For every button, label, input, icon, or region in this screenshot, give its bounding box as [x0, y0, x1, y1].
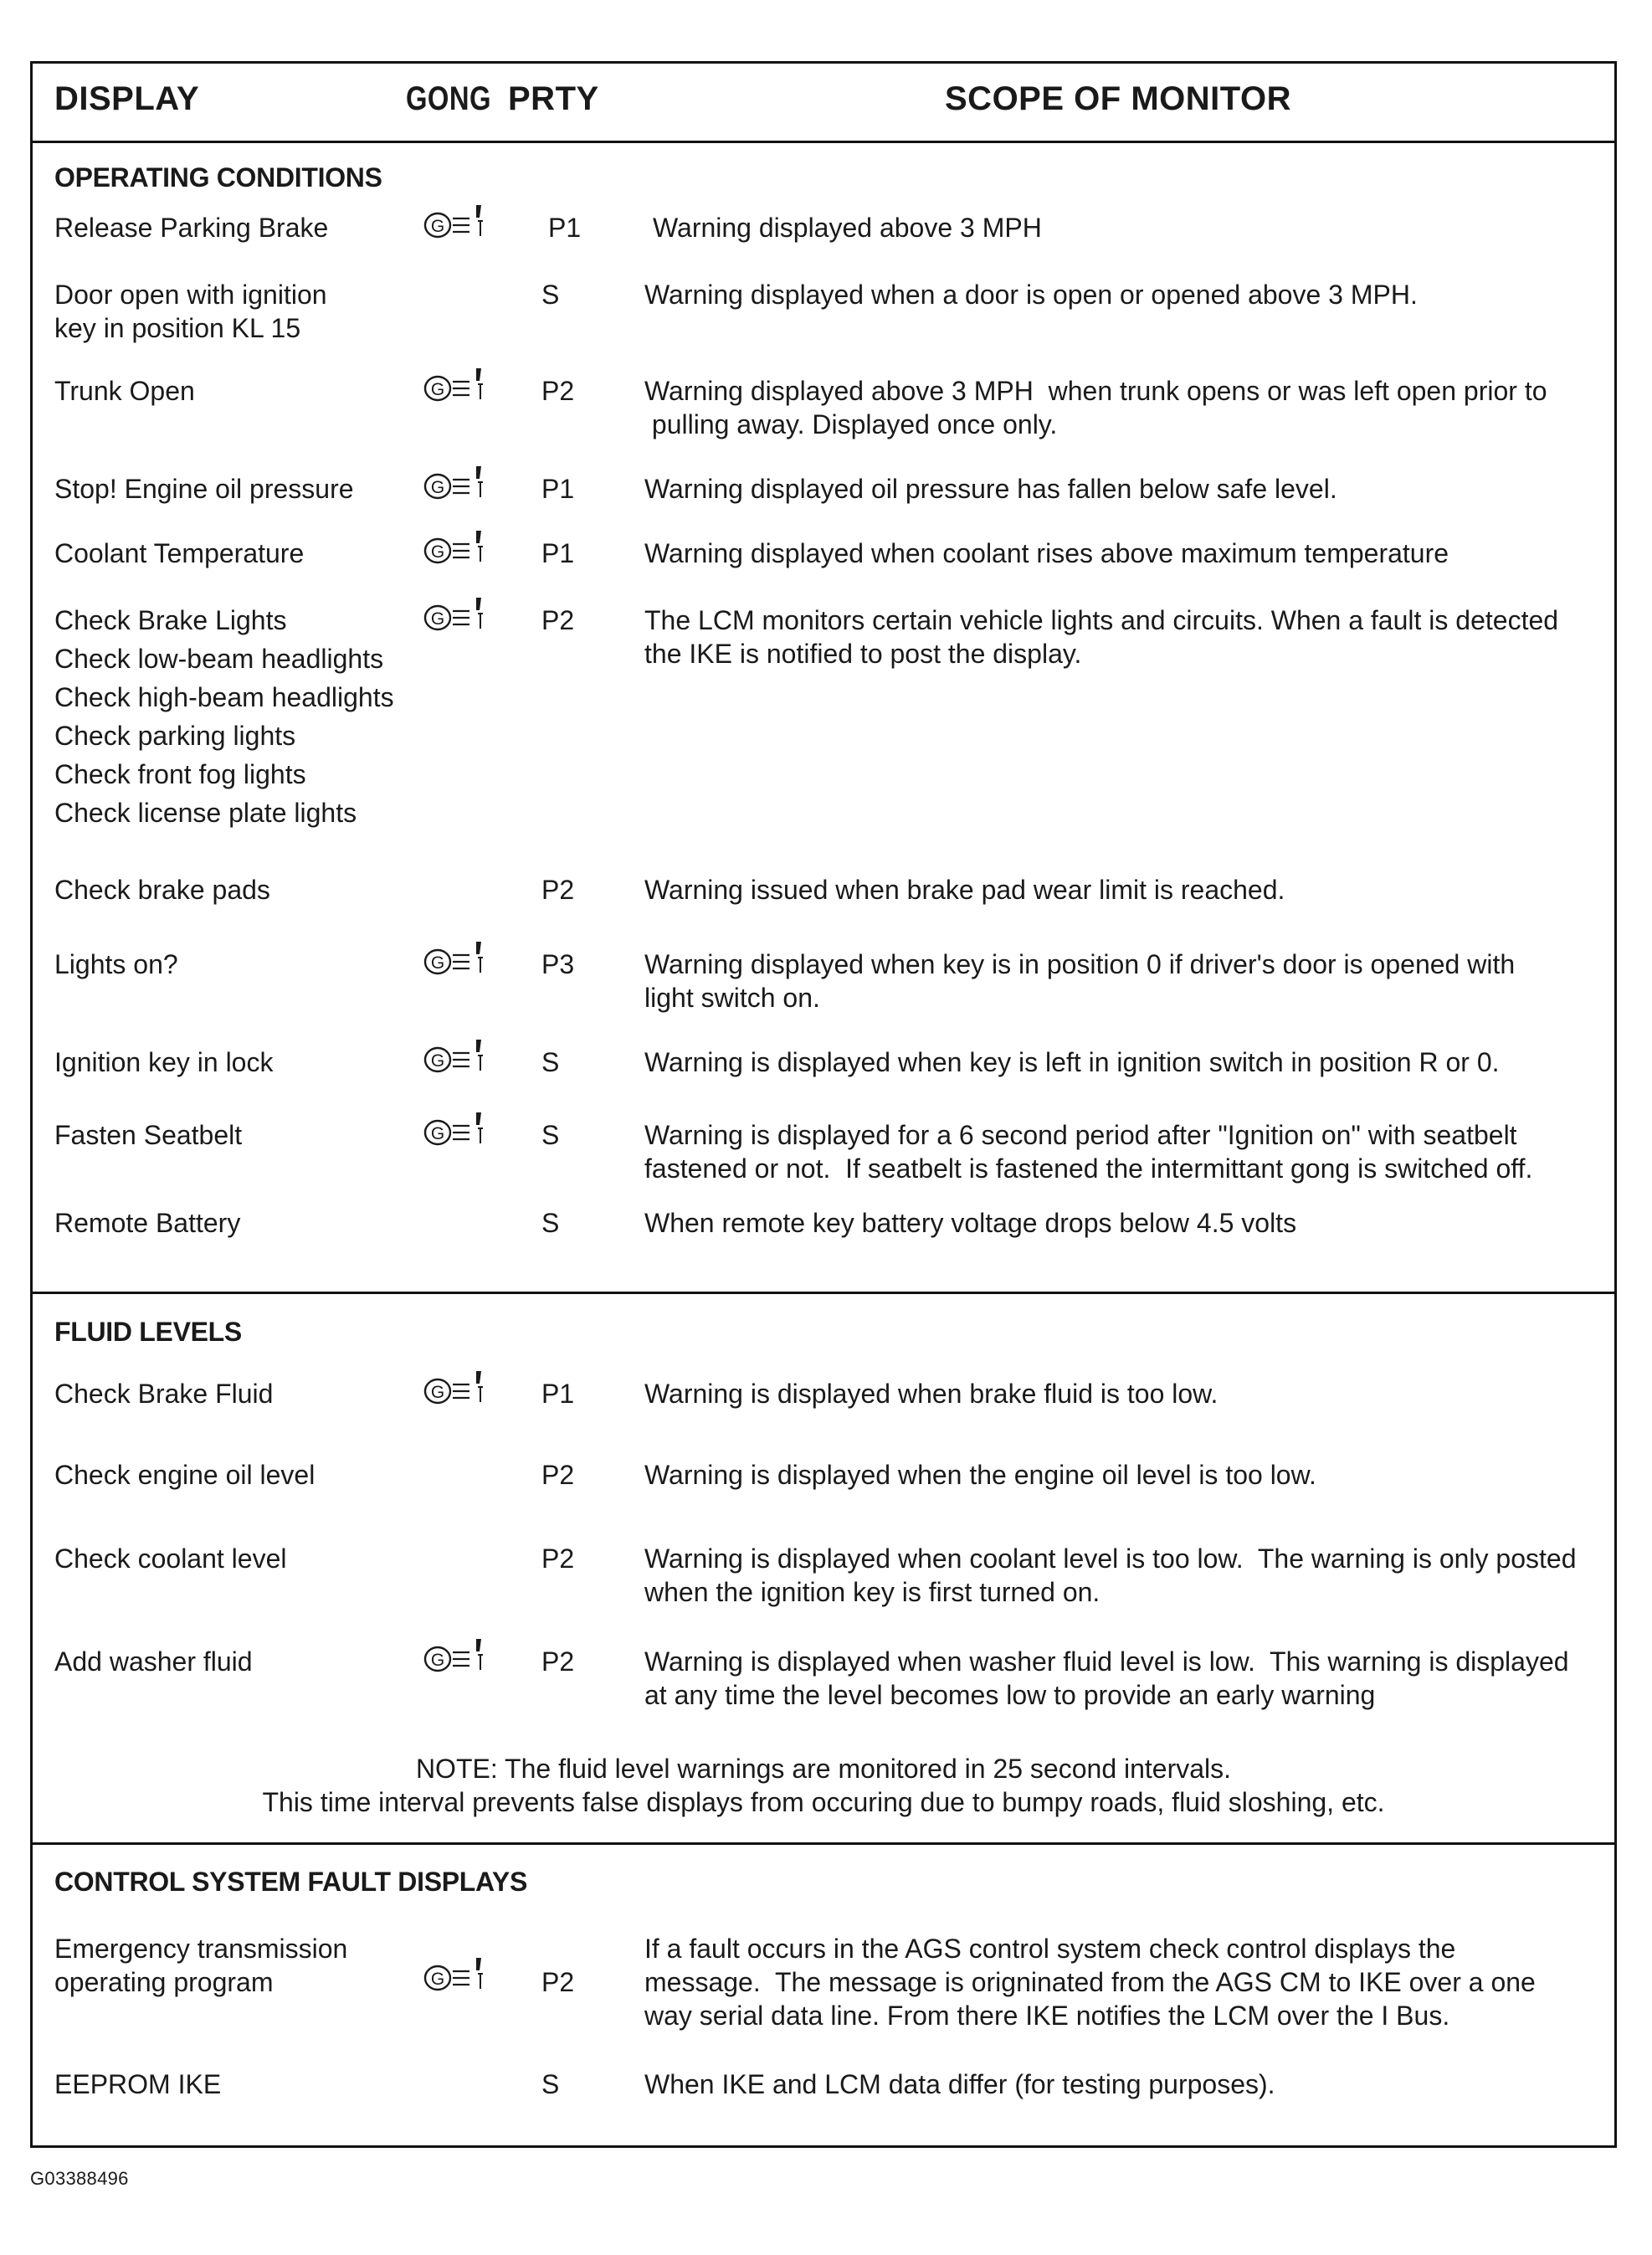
scope-line: Warning displayed when a door is open or opened above 3 MPH. — [644, 280, 1418, 310]
gong-chime-icon — [423, 1636, 498, 1673]
scope-line: Warning displayed above 3 MPH when trunk opens or was left open prior to — [644, 376, 1547, 406]
scope-line: The LCM monitors certain vehicle lights and circuits. When a fault is detected — [644, 605, 1559, 635]
section-divider — [33, 1292, 1614, 1294]
display-message — [54, 1206, 423, 1240]
scope-line: When IKE and LCM data differ (for testing purposes). — [644, 2069, 1275, 2099]
gong-chime-icon — [423, 1110, 498, 1147]
display-message — [54, 604, 423, 830]
priority: S — [541, 1208, 560, 1238]
priority: P2 — [541, 1460, 575, 1490]
display-line: Check coolant level — [54, 1544, 287, 1574]
display-line: Check high-beam headlights — [54, 682, 394, 712]
scope-line: Warning displayed oil pressure has fallen below safe level. — [644, 474, 1337, 504]
priority: P3 — [541, 949, 575, 979]
display-message — [54, 1542, 423, 1575]
section-divider — [33, 1842, 1614, 1845]
scope-line: fastened or not. If seatbelt is fastened the intermittant gong is switched off. — [644, 1153, 1533, 1184]
gong-chime-icon — [423, 528, 498, 565]
display-message — [54, 1045, 423, 1079]
priority: S — [541, 280, 560, 310]
display-message — [54, 472, 423, 506]
figure-id: G03388496 — [30, 2168, 129, 2189]
display-line: Check low-beam headlights — [54, 644, 384, 674]
header-scope: SCOPE OF MONITOR — [945, 80, 1291, 117]
priority: P1 — [541, 1379, 575, 1409]
display-line: Trunk Open — [54, 376, 195, 406]
scope-line: pulling away. Displayed once only. — [644, 409, 1058, 439]
svg-text:G: G — [430, 542, 445, 562]
gong-chime-icon — [423, 1369, 498, 1405]
svg-text:G: G — [430, 1383, 445, 1402]
scope-line: at any time the level becomes low to provide an early warning — [644, 1680, 1376, 1710]
display-line: Ignition key in lock — [54, 1047, 274, 1077]
scope-line: message. The message is origninated from the AGS CM to IKE over a one — [644, 1967, 1536, 1997]
scope-line: Warning is displayed when brake fluid is too low. — [644, 1379, 1218, 1409]
scope-description — [644, 537, 1598, 570]
priority: P2 — [541, 1967, 575, 1997]
scope-description — [644, 1377, 1598, 1410]
scope-description — [644, 1045, 1598, 1079]
svg-text:G: G — [430, 953, 445, 973]
display-line: Release Parking Brake — [54, 213, 329, 243]
display-message — [54, 1932, 423, 1999]
display-message — [54, 278, 423, 345]
display-message — [54, 537, 423, 570]
display-message — [54, 873, 423, 907]
scope-description — [644, 604, 1598, 670]
scope-description — [644, 948, 1598, 1014]
scope-description — [644, 374, 1598, 441]
svg-text:G: G — [430, 1651, 445, 1670]
priority: P2 — [541, 605, 575, 635]
scope-line: Warning is displayed when the engine oil level is too low. — [644, 1460, 1316, 1490]
header-gong: GONG — [406, 80, 491, 117]
svg-text:G: G — [430, 1051, 445, 1071]
svg-text:G: G — [430, 380, 445, 399]
scope-line: Warning displayed when coolant rises above maximum temperature — [644, 538, 1449, 568]
display-message — [54, 211, 423, 244]
scope-line: If a fault occurs in the AGS control system check control displays the — [644, 1934, 1456, 1964]
scope-line: when the ignition key is first turned on. — [644, 1577, 1100, 1607]
display-line: Add washer fluid — [54, 1646, 253, 1677]
scope-description — [644, 472, 1598, 506]
priority: P1 — [541, 538, 575, 568]
svg-text:G: G — [430, 217, 445, 236]
display-line: Check engine oil level — [54, 1460, 316, 1490]
scope-line: Warning is displayed when coolant level is too low. The warning is only posted — [644, 1544, 1577, 1574]
display-line: Check parking lights — [54, 721, 296, 751]
header-display: DISPLAY — [54, 80, 200, 117]
scope-description — [644, 1542, 1598, 1609]
note-line: NOTE: The fluid level warnings are monitored in 25 second intervals. — [415, 1754, 1232, 1784]
display-line: operating program — [54, 1967, 274, 1997]
scope-line: way serial data line. From there IKE notifies the LCM over the I Bus. — [644, 2001, 1450, 2031]
scope-line: the IKE is notified to post the display. — [644, 639, 1082, 669]
display-message — [54, 1118, 423, 1152]
gong-chime-icon — [423, 939, 498, 976]
scope-description — [653, 211, 1607, 244]
scope-line: Warning is displayed when washer fluid level is low. This warning is displayed — [644, 1646, 1569, 1677]
display-line: Remote Battery — [54, 1208, 241, 1238]
display-line: Coolant Temperature — [54, 538, 305, 568]
header-divider — [33, 141, 1614, 143]
priority: S — [541, 2069, 560, 2099]
gong-chime-icon — [423, 464, 498, 501]
gong-chime-icon — [423, 203, 498, 239]
display-line: Lights on? — [54, 949, 178, 979]
scope-description — [644, 873, 1598, 907]
display-line: Stop! Engine oil pressure — [54, 474, 354, 504]
scope-description — [644, 1458, 1598, 1492]
gong-chime-icon — [423, 1955, 498, 1992]
priority: P1 — [548, 213, 582, 243]
gong-chime-icon — [423, 1037, 498, 1074]
scope-line: Warning displayed above 3 MPH — [653, 213, 1042, 243]
display-line: Check Brake Lights — [54, 605, 287, 635]
scope-line: When remote key battery voltage drops below 4.5 volts — [644, 1208, 1297, 1238]
display-line: Check brake pads — [54, 875, 270, 905]
scope-description — [644, 2068, 1598, 2101]
display-line: EEPROM IKE — [54, 2069, 222, 2099]
display-line: Fasten Seatbelt — [54, 1120, 243, 1150]
header-prty: PRTY — [508, 80, 599, 117]
display-line: Door open with ignition — [54, 280, 327, 310]
fluid-note — [33, 1752, 1614, 1819]
display-line: Check Brake Fluid — [54, 1379, 274, 1409]
scope-line: Warning issued when brake pad wear limit is reached. — [644, 875, 1285, 905]
display-message — [54, 1645, 423, 1678]
svg-text:G: G — [430, 609, 445, 629]
display-line: Emergency transmission — [54, 1934, 348, 1964]
priority: S — [541, 1047, 560, 1077]
scope-description — [644, 1118, 1598, 1185]
scope-description — [644, 278, 1598, 311]
scope-line: Warning is displayed when key is left in ignition switch in position R or 0. — [644, 1047, 1500, 1077]
display-line: key in position KL 15 — [54, 313, 301, 343]
priority: S — [541, 1120, 560, 1150]
priority: P2 — [541, 376, 575, 406]
scope-description — [644, 1206, 1598, 1240]
display-message — [54, 2068, 423, 2101]
scope-line: Warning is displayed for a 6 second period after "Ignition on" with seatbelt — [644, 1120, 1517, 1150]
svg-text:G: G — [430, 1124, 445, 1143]
svg-text:G: G — [430, 478, 445, 497]
priority: P1 — [541, 474, 575, 504]
section-title: CONTROL SYSTEM FAULT DISPLAYS — [54, 1867, 527, 1897]
section-title: OPERATING CONDITIONS — [54, 162, 382, 193]
gong-chime-icon — [423, 595, 498, 632]
display-message — [54, 948, 423, 981]
display-message — [54, 1377, 423, 1410]
priority: P2 — [541, 1544, 575, 1574]
display-message — [54, 374, 423, 408]
display-line: Check front fog lights — [54, 759, 306, 789]
scope-line: Warning displayed when key is in position 0 if driver's door is opened with — [644, 949, 1516, 979]
note-line: This time interval prevents false displays from occuring due to bumpy roads, fluid sloshing, etc. — [262, 1787, 1385, 1817]
gong-chime-icon — [423, 366, 498, 403]
scope-description — [644, 1645, 1598, 1712]
display-message — [54, 1458, 423, 1492]
section-title: FLUID LEVELS — [54, 1317, 242, 1347]
scope-description — [644, 1932, 1598, 2032]
svg-text:G: G — [430, 1970, 445, 1989]
display-line: Check license plate lights — [54, 798, 357, 828]
monitor-table — [30, 61, 1617, 2148]
priority: P2 — [541, 1646, 575, 1677]
scope-line: light switch on. — [644, 983, 820, 1013]
priority: P2 — [541, 875, 575, 905]
